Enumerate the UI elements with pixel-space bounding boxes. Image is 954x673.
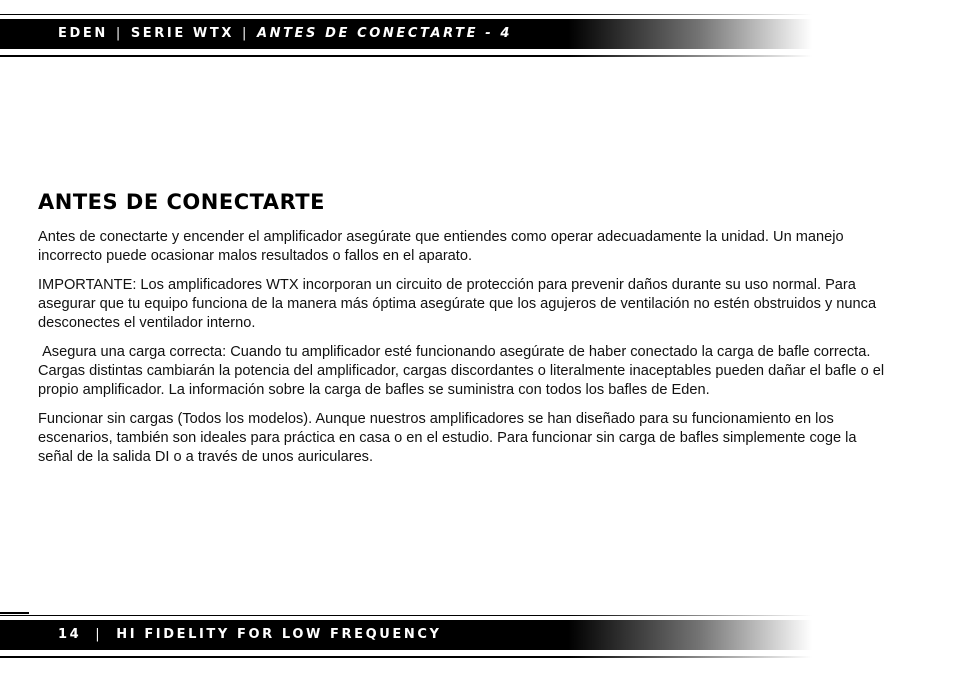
- page-number: 14: [58, 627, 82, 642]
- header-band: [0, 19, 812, 49]
- page-title: ANTES DE CONECTARTE: [38, 190, 325, 214]
- footer-separator: |: [95, 627, 103, 642]
- header-separator: |: [115, 26, 123, 41]
- page-content: [38, 190, 888, 477]
- paragraph-important: IMPORTANTE: Los amplificadores WTX incorporan un circuito de protección para prevenir daños durante su uso normal. Para asegurar que tu equipo funciona de la manera más óptima asegúrate que los agujeros de ventilación no estén obstruidos y nunca desconectes el ventilador interno.: [38, 277, 877, 331]
- footer-rule-bottom: [0, 656, 812, 658]
- header-rule-top: [0, 14, 812, 15]
- footer-text: [58, 620, 442, 650]
- paragraph-intro: Antes de conectarte y encender el amplificador asegúrate que entiendes como operar adecuadamente la unidad. Un manejo incorrecto puede ocasionar malos resultados o fallos en el aparato.: [38, 229, 844, 264]
- header-section: ANTES DE CONECTARTE - 4: [256, 26, 513, 41]
- footer-tagline: HI FIDELITY FOR LOW FREQUENCY: [116, 627, 442, 642]
- footer-rule-top: [0, 615, 812, 616]
- paragraph-load: Asegura una carga correcta: Cuando tu amplificador esté funcionando asegúrate de haber conectado la carga de bafle correcta. Cargas distintas cambiarán la potencia del amplificador, cargas discordantes o literalmente inaceptables pueden dañar el bafle o el propio amplificador. La información sobre la carga de bafles se suministra con todos los bafles de Eden.: [38, 344, 889, 398]
- footer-band: [0, 620, 812, 650]
- header-brand: EDEN: [58, 26, 108, 41]
- header-series: SERIE WTX: [130, 26, 234, 41]
- footer-tick: [0, 612, 29, 614]
- header-separator: |: [241, 26, 249, 41]
- header-text: [58, 19, 512, 49]
- header-rule-bottom: [0, 55, 812, 57]
- paragraph-no-load: Funcionar sin cargas (Todos los modelos). Aunque nuestros amplificadores se han diseñado para su funcionamiento en los escenarios, también son ideales para práctica en casa o en el estudio. Para funcionar sin carga de bafles simplemente coge la señal de la salida DI o a través de unos auriculares.: [38, 411, 857, 465]
